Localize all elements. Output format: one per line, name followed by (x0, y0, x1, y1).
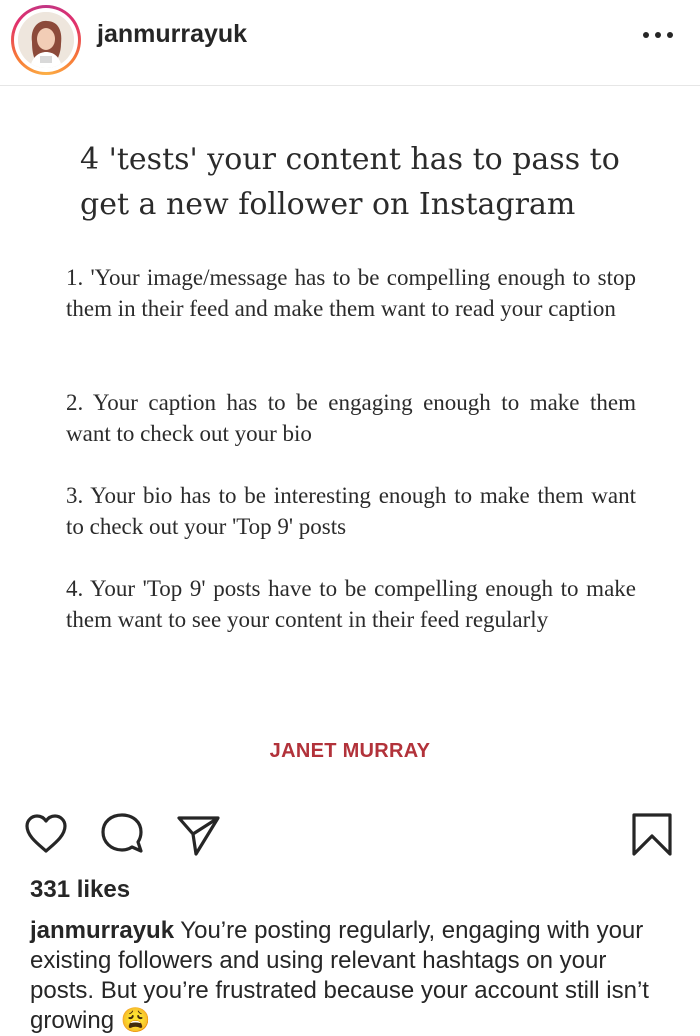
post-caption (30, 916, 670, 1036)
more-dots-icon[interactable] (640, 22, 676, 48)
post-title: 4 'tests' your content has to pass to get a new follower on Instagram (80, 142, 620, 222)
caption-username[interactable]: janmurrayuk (30, 917, 175, 944)
post-header (0, 0, 700, 86)
post-tip-4: 4. Your 'Top 9' posts have to be compelling enough to make them want to see your content in their feed regularly (66, 576, 636, 632)
likes-count[interactable]: 331 likes (30, 876, 131, 903)
brand-name: JANET MURRAY (269, 740, 431, 762)
comment-icon[interactable] (98, 810, 146, 858)
username[interactable]: janmurrayuk (97, 20, 248, 48)
post-tip-2: 2. Your caption has to be engaging enough to make them want to check out your bio (66, 390, 636, 446)
post-image (0, 87, 700, 797)
avatar[interactable] (11, 5, 81, 75)
action-bar (0, 800, 700, 870)
bookmark-icon[interactable] (628, 810, 676, 858)
caption-text: You’re posting regularly, engaging with your existing followers and using relevant hashtags on your posts. But you’re frustrated because your account still isn’t growing 😩 (30, 917, 649, 1034)
post-tip-1: 1. 'Your image/message has to be compelling enough to stop them in their feed and make them want to read your caption (66, 265, 636, 321)
share-icon[interactable] (174, 810, 222, 858)
profile-photo (18, 12, 74, 68)
post-tip-3: 3. Your bio has to be interesting enough to make them want to check out your 'Top 9' posts (66, 483, 636, 539)
heart-icon[interactable] (22, 810, 70, 858)
